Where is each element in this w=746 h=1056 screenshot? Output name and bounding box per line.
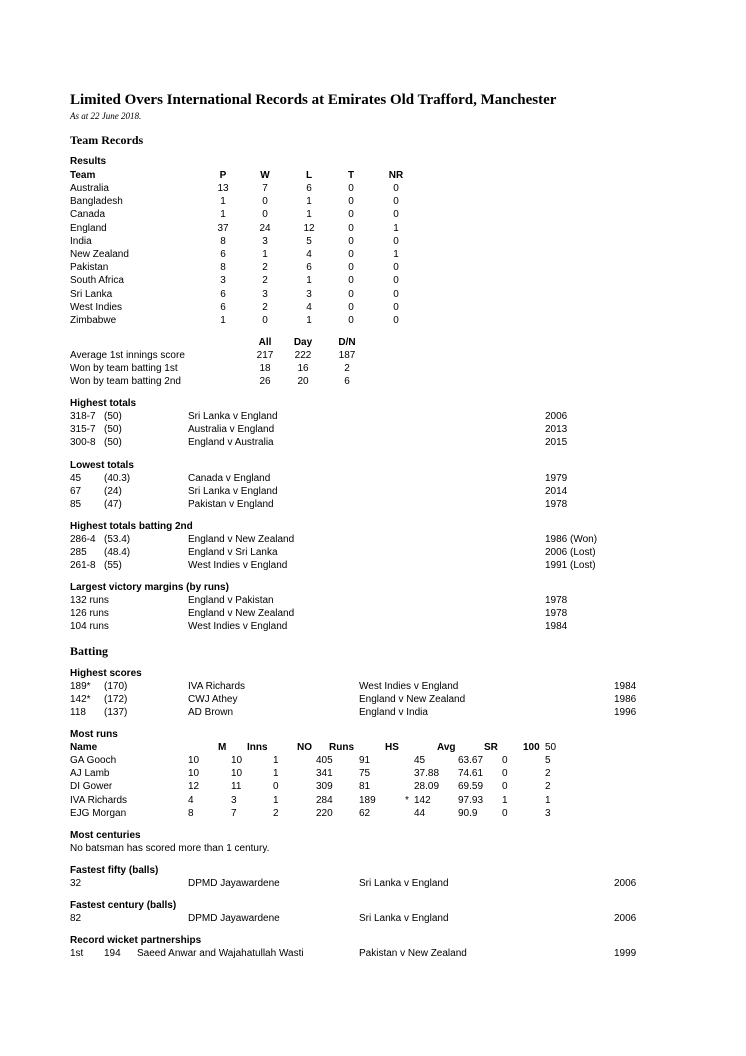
results-value: 0	[348, 249, 354, 260]
overs: (50)	[104, 411, 122, 422]
results-column-header: P	[219, 170, 227, 181]
stat-value: 11	[231, 781, 242, 793]
results-value: 7	[262, 183, 268, 194]
match: England v New Zealand	[188, 608, 295, 620]
stat-value: 90.9	[458, 807, 478, 819]
year: 1979	[545, 473, 568, 484]
score: 286-4	[70, 534, 96, 545]
results-value: 0	[393, 209, 399, 221]
results-team-name: West Indies	[70, 301, 123, 313]
stat-value: 1	[545, 794, 551, 806]
results-value: 6	[306, 262, 312, 274]
stat-value: 7	[231, 807, 237, 819]
results-team-name: Sri Lanka	[70, 288, 113, 300]
results-value: 0	[348, 196, 354, 208]
year: 2014	[545, 486, 568, 498]
results-value: 2	[262, 262, 268, 274]
stat-value: 37.88	[414, 768, 440, 780]
year: 1996	[614, 707, 637, 719]
stat-value: 62	[359, 807, 371, 819]
averages-value: 20	[297, 376, 309, 388]
results-value: 1	[306, 275, 312, 287]
stat-value: 220	[316, 807, 333, 819]
results-value: 13	[217, 183, 229, 194]
stat-value: 1	[502, 794, 508, 806]
year: 2006	[614, 878, 637, 889]
margin: 104 runs	[70, 621, 109, 633]
results-value: 0	[348, 262, 354, 274]
results-team-name: India	[70, 235, 92, 247]
most-centuries-heading: Most centuries	[70, 830, 141, 841]
results-value: 0	[348, 183, 354, 194]
players: Saeed Anwar and Wajahatullah Wasti	[137, 948, 304, 959]
results-team-name: England	[70, 222, 107, 234]
stat-value: 0	[502, 781, 508, 793]
results-value: 0	[348, 315, 354, 326]
match: England v Sri Lanka	[188, 547, 278, 559]
score: 285	[70, 547, 87, 559]
player: AD Brown	[188, 707, 234, 719]
stat-value: 142	[414, 794, 431, 806]
results-value: 0	[393, 235, 399, 247]
balls: (172)	[104, 694, 128, 706]
most-runs-column-header: Avg	[437, 742, 456, 753]
player: AJ Lamb	[70, 768, 110, 780]
results-heading: Results	[70, 156, 107, 167]
match: West Indies v England	[188, 560, 288, 572]
stat-value: 81	[359, 781, 371, 793]
overs: (50)	[104, 437, 122, 449]
averages-value: 6	[344, 376, 350, 388]
results-value: 0	[393, 183, 399, 194]
player: DI Gower	[70, 781, 113, 793]
year: 2006	[545, 411, 568, 422]
averages-column-header: All	[258, 337, 272, 348]
player: CWJ Athey	[188, 694, 238, 706]
most-runs-column-header: Runs	[329, 742, 354, 753]
results-column-header: W	[260, 170, 270, 181]
highest-totals-heading: Highest totals	[70, 398, 137, 409]
stat-value: *	[405, 794, 409, 806]
averages-value: 2	[344, 363, 350, 375]
stat-value: 10	[231, 755, 243, 766]
results-team-name: Bangladesh	[70, 196, 123, 208]
results-value: 0	[393, 262, 399, 274]
year: 2006	[614, 913, 637, 924]
stat-value: 2	[545, 768, 551, 780]
results-value: 0	[262, 196, 268, 208]
stat-value: 75	[359, 768, 371, 780]
score: 261-8	[70, 560, 96, 572]
most-runs-column-header: HS	[385, 742, 399, 753]
results-value: 0	[393, 288, 399, 300]
results-value: 1	[393, 222, 399, 234]
results-team-name: Zimbabwe	[70, 315, 117, 326]
overs: (24)	[104, 486, 122, 498]
match: Pakistan v England	[188, 499, 274, 511]
most-runs-column-header: SR	[484, 742, 498, 753]
most-runs-column-header: 50	[545, 742, 557, 753]
overs: (50)	[104, 424, 122, 436]
year: 1978	[545, 499, 568, 511]
match: England v New Zealand	[188, 534, 295, 545]
most-runs-heading: Most runs	[70, 729, 118, 740]
stat-value: 405	[316, 755, 333, 766]
stat-value: 10	[231, 768, 243, 780]
year: 2006 (Lost)	[545, 547, 596, 559]
results-team-name: New Zealand	[70, 249, 129, 260]
results-value: 1	[220, 209, 226, 221]
stat-value: 1	[273, 755, 279, 766]
most-centuries-text: No batsman has scored more than 1 century.	[70, 843, 270, 854]
stat-value: 341	[316, 768, 333, 780]
section-heading-team-records: Team Records	[70, 133, 144, 147]
results-value: 0	[348, 301, 354, 313]
results-value: 3	[306, 288, 312, 300]
player: GA Gooch	[70, 755, 117, 766]
stat-value: 44	[414, 807, 426, 819]
balls: (137)	[104, 707, 128, 719]
averages-value: 18	[259, 363, 271, 375]
results-value: 3	[220, 275, 226, 287]
stat-value: 4	[188, 794, 194, 806]
balls: (170)	[104, 681, 128, 692]
fastest-fifty-heading: Fastest fifty (balls)	[70, 865, 159, 876]
results-value: 1	[220, 315, 226, 326]
results-value: 12	[303, 222, 315, 234]
page-title: Limited Overs International Records at Emirates Old Trafford, Manchester	[70, 92, 557, 108]
stat-value: 309	[316, 781, 333, 793]
year: 1999	[614, 948, 637, 959]
year: 1984	[614, 681, 637, 692]
results-value: 1	[306, 209, 312, 221]
results-value: 5	[306, 235, 312, 247]
score: 67	[70, 486, 82, 498]
most-runs-column-header: 100	[523, 742, 540, 753]
results-value: 1	[262, 249, 268, 260]
results-value: 3	[262, 235, 268, 247]
results-value: 0	[348, 275, 354, 287]
highest-2nd-heading: Highest totals batting 2nd	[70, 521, 193, 532]
averages-column-header: D/N	[338, 337, 356, 348]
balls: 82	[70, 913, 82, 924]
stat-value: 12	[188, 781, 200, 793]
stat-value: 189	[359, 794, 376, 806]
results-column-header: L	[305, 170, 313, 181]
player: DPMD Jayawardene	[188, 878, 280, 889]
results-value: 6	[220, 288, 226, 300]
stat-value: 3	[231, 794, 237, 806]
stat-value: 0	[502, 755, 508, 766]
results-column-header: NR	[388, 170, 404, 181]
stat-value: 10	[188, 768, 200, 780]
results-value: 1	[220, 196, 226, 208]
results-value: 4	[306, 249, 312, 260]
year: 1978	[545, 608, 568, 620]
year: 1986 (Won)	[545, 534, 598, 545]
match: Sri Lanka v England	[188, 486, 278, 498]
most-runs-column-header: Inns	[247, 742, 268, 753]
results-value: 1	[393, 249, 399, 260]
stat-value: 284	[316, 794, 333, 806]
year: 1978	[545, 595, 568, 606]
results-value: 3	[262, 288, 268, 300]
results-value: 6	[220, 249, 226, 260]
results-value: 8	[220, 235, 226, 247]
overs: (40.3)	[104, 473, 131, 484]
results-value: 0	[393, 196, 399, 208]
score: 118	[70, 707, 86, 719]
stat-value: 74.61	[458, 768, 484, 780]
results-value: 0	[348, 288, 354, 300]
partnerships-heading: Record wicket partnerships	[70, 935, 202, 946]
score: 142*	[70, 694, 91, 706]
match: England v India	[359, 707, 428, 719]
year: 1984	[545, 621, 568, 633]
stat-value: 1	[273, 768, 279, 780]
largest-margins-heading: Largest victory margins (by runs)	[70, 582, 229, 593]
results-value: 0	[348, 209, 354, 221]
stat-value: 0	[502, 807, 508, 819]
stat-value: 3	[545, 807, 551, 819]
player: DPMD Jayawardene	[188, 913, 280, 924]
player: EJG Morgan	[70, 807, 127, 819]
results-value: 0	[348, 222, 354, 234]
year: 1986	[614, 694, 637, 706]
match: West Indies v England	[359, 681, 459, 692]
match: Sri Lanka v England	[359, 878, 449, 889]
overs: (53.4)	[104, 534, 131, 545]
stat-value: 0	[273, 781, 279, 793]
stat-value: 8	[188, 807, 194, 819]
score: 300-8	[70, 437, 96, 449]
results-value: 0	[348, 235, 354, 247]
results-team-name: Pakistan	[70, 262, 109, 274]
match: Pakistan v New Zealand	[359, 948, 467, 959]
wicket: 1st	[70, 948, 84, 959]
lowest-totals-heading: Lowest totals	[70, 460, 134, 471]
stat-value: 1	[273, 794, 279, 806]
results-value: 1	[306, 315, 312, 326]
year: 2013	[545, 424, 568, 436]
stat-value: 0	[502, 768, 508, 780]
averages-value: 187	[338, 350, 356, 361]
results-team-name: South Africa	[70, 275, 124, 287]
section-heading-batting: Batting	[70, 644, 109, 658]
results-value: 6	[220, 301, 226, 313]
match: Sri Lanka v England	[188, 411, 278, 422]
overs: (48.4)	[104, 547, 131, 559]
stat-value: 10	[188, 755, 200, 766]
most-runs-column-header: Name	[70, 742, 98, 753]
stat-value: 5	[545, 755, 551, 766]
results-team-name: Canada	[70, 209, 106, 221]
stat-value: 63.67	[458, 755, 484, 766]
stat-value: 91	[359, 755, 371, 766]
results-value: 2	[262, 301, 268, 313]
margin: 126 runs	[70, 608, 109, 620]
score: 318-7	[70, 411, 96, 422]
stat-value: 2	[545, 781, 551, 793]
results-column-header: Team	[70, 170, 96, 181]
averages-label: Average 1st innings score	[70, 350, 185, 361]
averages-value: 16	[297, 363, 309, 375]
page-subtitle: As at 22 June 2018.	[70, 111, 142, 121]
results-value: 8	[220, 262, 226, 274]
year: 1991 (Lost)	[545, 560, 596, 572]
player: IVA Richards	[188, 681, 246, 692]
results-value: 37	[217, 222, 229, 234]
results-column-header: T	[347, 170, 355, 181]
results-value: 2	[262, 275, 268, 287]
match: Sri Lanka v England	[359, 913, 449, 924]
results-value: 24	[259, 222, 271, 234]
fastest-century-heading: Fastest century (balls)	[70, 900, 177, 911]
match: England v Pakistan	[188, 595, 274, 606]
stat-value: 45	[414, 755, 426, 766]
averages-value: 217	[256, 350, 274, 361]
averages-column-header: Day	[293, 337, 313, 348]
match: Canada v England	[188, 473, 271, 484]
averages-label: Won by team batting 1st	[70, 363, 178, 375]
results-team-name: Australia	[70, 183, 109, 194]
highest-scores-heading: Highest scores	[70, 668, 142, 679]
overs: (47)	[104, 499, 122, 511]
stat-value: 69.59	[458, 781, 484, 793]
score: 45	[70, 473, 82, 484]
runs: 194	[104, 948, 121, 959]
results-value: 6	[306, 183, 312, 194]
results-value: 0	[393, 315, 399, 326]
match: England v New Zealand	[359, 694, 466, 706]
match: West Indies v England	[188, 621, 288, 633]
margin: 132 runs	[70, 595, 109, 606]
stat-value: 28.09	[414, 781, 440, 793]
results-value: 0	[393, 275, 399, 287]
results-value: 0	[393, 301, 399, 313]
overs: (55)	[104, 560, 122, 572]
results-value: 0	[262, 209, 268, 221]
match: Australia v England	[188, 424, 275, 436]
stat-value: 2	[273, 807, 279, 819]
player: IVA Richards	[70, 794, 128, 806]
results-value: 1	[306, 196, 312, 208]
averages-value: 222	[294, 350, 312, 361]
results-value: 0	[262, 315, 268, 326]
stat-value: 97.93	[458, 794, 484, 806]
averages-value: 26	[259, 376, 271, 388]
score: 315-7	[70, 424, 96, 436]
score: 189*	[70, 681, 91, 692]
most-runs-column-header: M	[218, 742, 227, 753]
averages-label: Won by team batting 2nd	[70, 376, 181, 388]
balls: 32	[70, 878, 82, 889]
year: 2015	[545, 437, 568, 449]
most-runs-column-header: NO	[297, 742, 312, 753]
match: England v Australia	[188, 437, 274, 449]
score: 85	[70, 499, 82, 511]
results-value: 4	[306, 301, 312, 313]
